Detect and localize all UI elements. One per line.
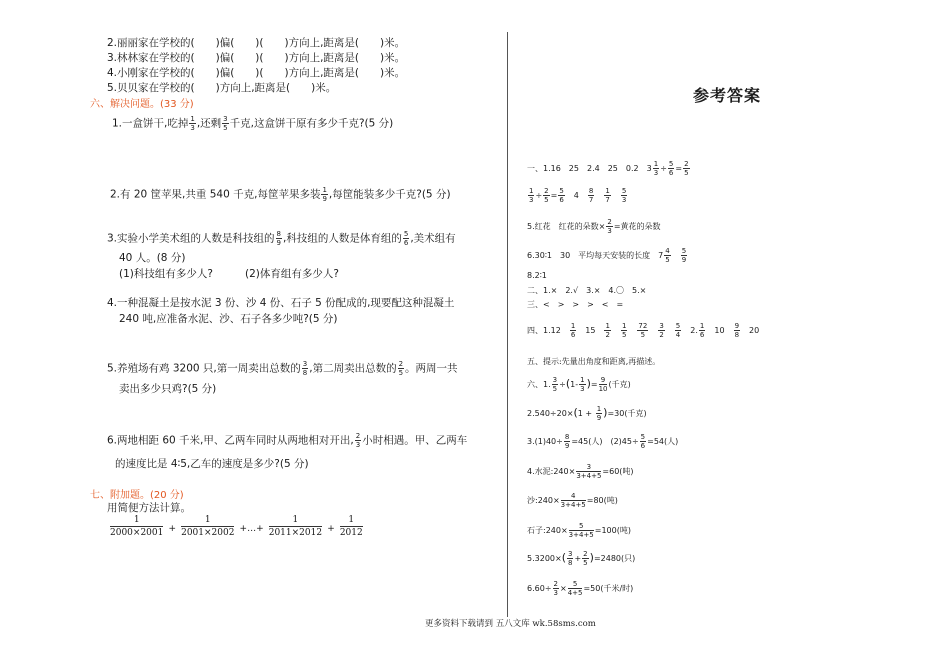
answer-part2: 二、1.× 2.√ 3.× 4.〇 5.× xyxy=(527,286,647,295)
question-6-line2: 的速度比是 4∶5,乙车的速度是多少?(5 分) xyxy=(115,458,309,470)
answer-1: 一、1.16 25 2.4 25 0.2 3 $\frac{1}{3}$ ÷ $\frac{5}{6}$ = $\frac{2}{5}$ xyxy=(527,160,689,177)
question-3-line2: 40 人。(8 分) xyxy=(119,252,186,264)
solution-6: 6.60÷ $\frac{2}{3}$ × $\frac{5}{4+5}$ =50(千米/时) xyxy=(527,580,634,597)
answers-title: 参考答案 xyxy=(693,86,762,105)
answer-5: 5.红花 红花的朵数× $\frac{2}{3}$ =黄花的朵数 xyxy=(527,218,661,235)
question-2: 2.有 20 筐苹果,共重 540 千克,每筐苹果多装 $\frac{1}{9}$ ,每筐能装多少千克?(5 分) xyxy=(110,186,451,203)
solution-sand: 沙:240× $\frac{4}{3+4+5}$ =80(吨) xyxy=(527,492,618,509)
answer-part4: 四、1.12 $\frac{1}{6}$ 15 $\frac{1}{2}$ $\frac{1}{5}$ $\frac{72}{5}$ $\frac{3}{2}$ $\frac{5}{4}$ 2. $\frac{1}{6}$ 10 $\frac{9}{8}$ 20 xyxy=(527,322,760,339)
section-6-title: 六、解决问题。(33 分) xyxy=(90,99,194,110)
solution-2: 2.540÷20×(1 + $\frac{1}{9}$ )=30(千克) xyxy=(527,405,647,422)
answer-part5: 五、提示:先量出角度和距离,再描述。 xyxy=(527,357,661,366)
solution-3: 3.(1)40÷ $\frac{8}{9}$ =45(人) (2)45÷ $\frac{5}{6}$ =54(人) xyxy=(527,433,679,450)
question-3-sub1: (1)科技组有多少人? xyxy=(119,268,213,280)
fill-item-4: 4.小刚家在学校的( )偏( )( )方向上,距离是( )米。 xyxy=(107,67,406,79)
question-5: 5.养殖场有鸡 3200 只,第一周卖出总数的 $\frac{3}{8}$ ,第二周卖出总数的 $\frac{2}{5}$ 。两周一共 xyxy=(107,360,458,377)
question-3-sub2: (2)体育组有多少人? xyxy=(245,268,339,280)
question-1: 1.一盒饼干,吃掉 $\frac{1}{3}$ ,还剩 $\frac{3}{5}$ 千克,这盒饼干原有多少千克?(5 分) xyxy=(112,115,394,132)
fill-item-3: 3.林林家在学校的( )偏( )( )方向上,距离是( )米。 xyxy=(107,52,406,64)
answer-1b: $\frac{1}{3}$ ÷ $\frac{2}{5}$ = $\frac{5}{6}$ 4 $\frac{8}{7}$ $\frac{1}{7}$ $\frac{5}{3}$ xyxy=(529,187,627,204)
question-4: 4.一种混凝土是按水泥 3 份、沙 4 份、石子 5 份配成的,现要配这种混凝土 xyxy=(107,297,455,309)
fill-item-5: 5.贝贝家在学校的( )方向上,距离是( )米。 xyxy=(107,82,337,94)
solution-5: 5.3200×( $\frac{3}{8}$ + $\frac{2}{5}$ )=2480(只) xyxy=(527,550,636,567)
question-3: 3.实验小学美术组的人数是科技组的 $\frac{8}{9}$ ,科技组的人数是体育组的 $\frac{5}{6}$ ,美术组有 xyxy=(107,230,456,247)
section-7-title: 七、附加题。(20 分) xyxy=(90,490,184,501)
question-4-line2: 240 吨,应准备水泥、沙、石子各多少吨?(5 分) xyxy=(119,313,338,325)
answer-part3: 三、< > > > < = xyxy=(527,300,624,309)
answer-6: 6.30∶1 30 平均每天安装的长度 7 $\frac{4}{5}$ $\frac{5}{9}$ xyxy=(527,247,687,264)
question-6: 6.两地相距 60 千米,甲、乙两车同时从两地相对开出, $\frac{2}{3}$ 小时相遇。甲、乙两车 xyxy=(107,432,468,449)
fill-item-2: 2.丽丽家在学校的( )偏( )( )方向上,距离是( )米。 xyxy=(107,37,406,49)
extra-expression: $\frac{1}{2000\times 2001}$ + $\frac{1}{2001\times 2002}$ +…+ $\frac{1}{2011\times 2012}$ + $\frac{1}{2012}$ xyxy=(110,515,363,538)
column-divider xyxy=(507,32,508,617)
extra-prompt: 用简便方法计算。 xyxy=(107,502,191,514)
solution-stone: 石子:240× $\frac{5}{3+4+5}$ =100(吨) xyxy=(527,522,631,539)
solution-1: 六、1. $\frac{3}{5}$ ÷(1- $\frac{1}{3}$ )= $\frac{9}{10}$ (千克) xyxy=(527,376,631,393)
footer-watermark: 更多资料下载请到 五八文库 wk.58sms.com xyxy=(425,619,596,629)
solution-4: 4.水泥:240× $\frac{3}{3+4+5}$ =60(吨) xyxy=(527,463,634,480)
answer-8: 8.2∶1 xyxy=(527,271,547,280)
question-5-line2: 卖出多少只鸡?(5 分) xyxy=(119,383,217,395)
